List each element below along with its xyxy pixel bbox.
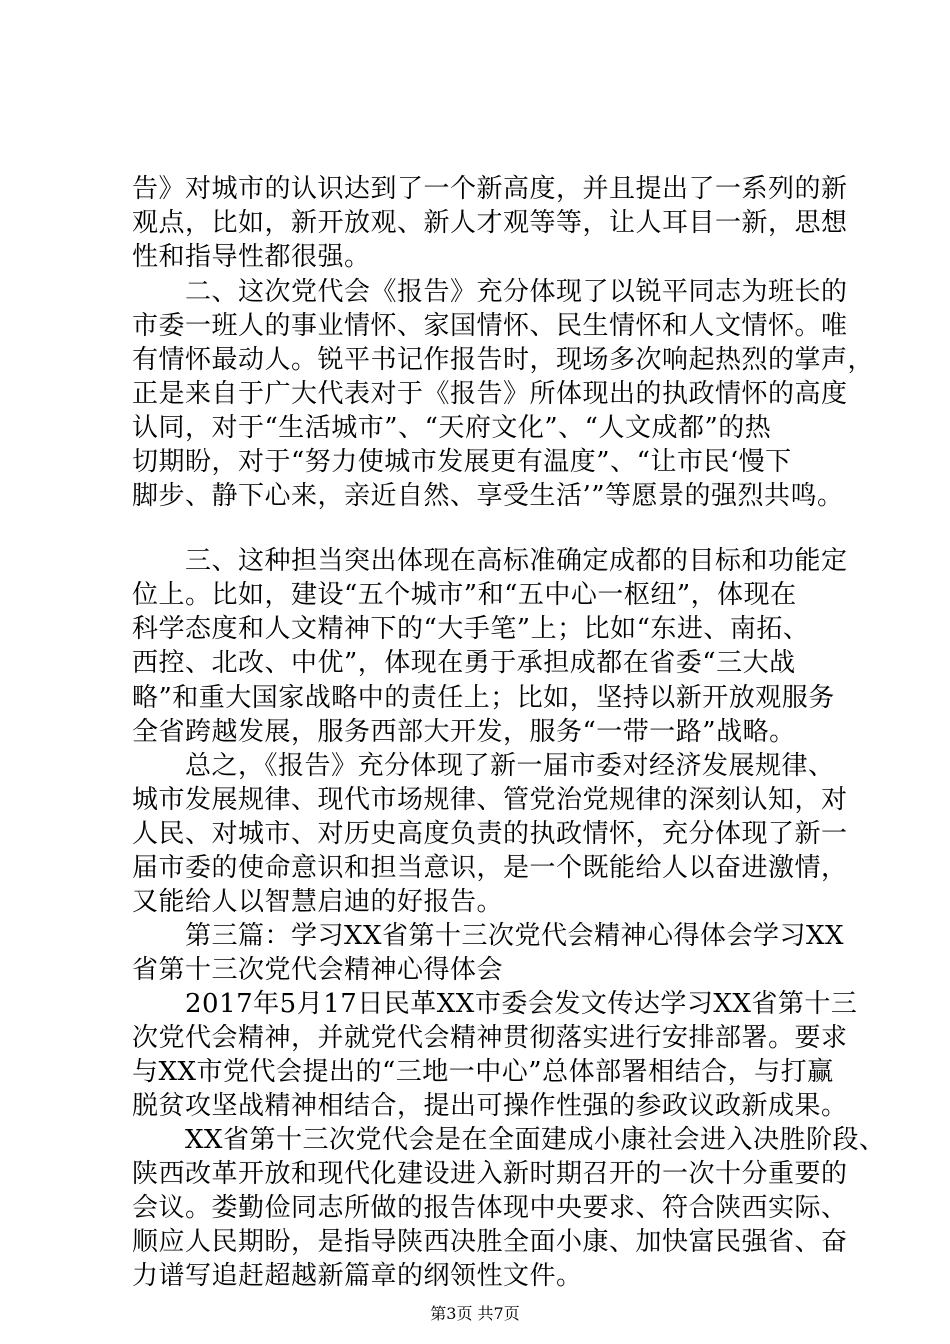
text-line: 性和指导性都很强。 xyxy=(132,242,371,272)
text-line: 西控、北改、中优”，体现在勇于承担成都在省委“三大战 xyxy=(132,648,796,678)
text-line: XX省第十三次党代会是在全面建成小康社会进入决胜阶段、 xyxy=(132,1125,886,1155)
text-line: 切期盼，对于“努力使城市发展更有温度”、“让市民‘慢下 xyxy=(132,447,792,477)
section-heading-line: 第三篇：学习XX省第十三次党代会精神心得体会学习XX xyxy=(132,921,845,951)
text-line: 认同，对于“生活城市”、“天府文化”、“人文成都”的热 xyxy=(132,413,772,443)
text-line: 脱贫攻坚战精神相结合，提出可操作性强的参政议政新成果。 xyxy=(132,1091,848,1121)
text-line: 届市委的使命意识和担当意识，是一个既能给人以奋进激情， xyxy=(132,853,848,883)
text-line: 2017年5月17日民革XX市委会发文传达学习XX省第十三 xyxy=(132,989,858,1019)
text-line: 人民、对城市、对历史高度负责的执政情怀，充分体现了新一 xyxy=(132,819,848,849)
text-line: 会议。娄勤俭同志所做的报告体现中央要求、符合陕西实际、 xyxy=(132,1193,848,1223)
text-line: 科学态度和人文精神下的“大手笔”上；比如“东进、南拓、 xyxy=(132,614,810,644)
text-line: 力谱写追赶超越新篇章的纲领性文件。 xyxy=(132,1261,583,1291)
text-line: 位上。比如，建设“五个城市”和“五中心一枢纽”，体现在 xyxy=(132,580,797,610)
text-line: 二、这次党代会《报告》充分体现了以锐平同志为班长的 xyxy=(132,277,848,307)
text-line: 陕西改革开放和现代化建设进入新时期召开的一次十分重要的 xyxy=(132,1159,848,1189)
text-line: 三、这种担当突出体现在高标准确定成都的目标和功能定 xyxy=(132,546,848,576)
text-line: 告》对城市的认识达到了一个新高度，并且提出了一系列的新 xyxy=(132,174,848,204)
text-line: 有情怀最动人。锐平书记作报告时，现场多次响起热烈的掌声， xyxy=(132,345,875,375)
section-heading-line: 省第十三次党代会精神心得体会 xyxy=(132,955,504,985)
text-line: 略”和重大国家战略中的责任上；比如，坚持以新开放观服务 xyxy=(132,683,835,713)
text-line: 与XX市党代会提出的“三地一中心”总体部署相结合，与打赢 xyxy=(132,1057,834,1087)
text-line: 全省跨越发展，服务西部大开发，服务“一带一路”战略。 xyxy=(132,717,796,747)
text-line: 市委一班人的事业情怀、家国情怀、民生情怀和人文情怀。唯 xyxy=(132,311,848,341)
text-line: 顺应人民期盼，是指导陕西决胜全面小康、加快富民强省、奋 xyxy=(132,1227,848,1257)
text-line: 城市发展规律、现代市场规律、管党治党规律的深刻认知，对 xyxy=(132,785,848,815)
text-line: 总之，《报告》充分体现了新一届市委对经济发展规律、 xyxy=(132,751,835,781)
text-line: 观点，比如，新开放观、新人才观等等，让人耳目一新，思想 xyxy=(132,208,848,238)
text-line: 次党代会精神，并就党代会精神贯彻落实进行安排部署。要求 xyxy=(132,1023,848,1053)
page-footer: 第3页 共7页 xyxy=(430,1304,520,1323)
text-line: 正是来自于广大代表对于《报告》所体现出的执政情怀的高度 xyxy=(132,379,848,409)
text-line: 脚步、静下心来，亲近自然、享受生活’”等愿景的强烈共鸣。 xyxy=(132,481,844,511)
text-line: 又能给人以智慧启迪的好报告。 xyxy=(132,887,504,917)
